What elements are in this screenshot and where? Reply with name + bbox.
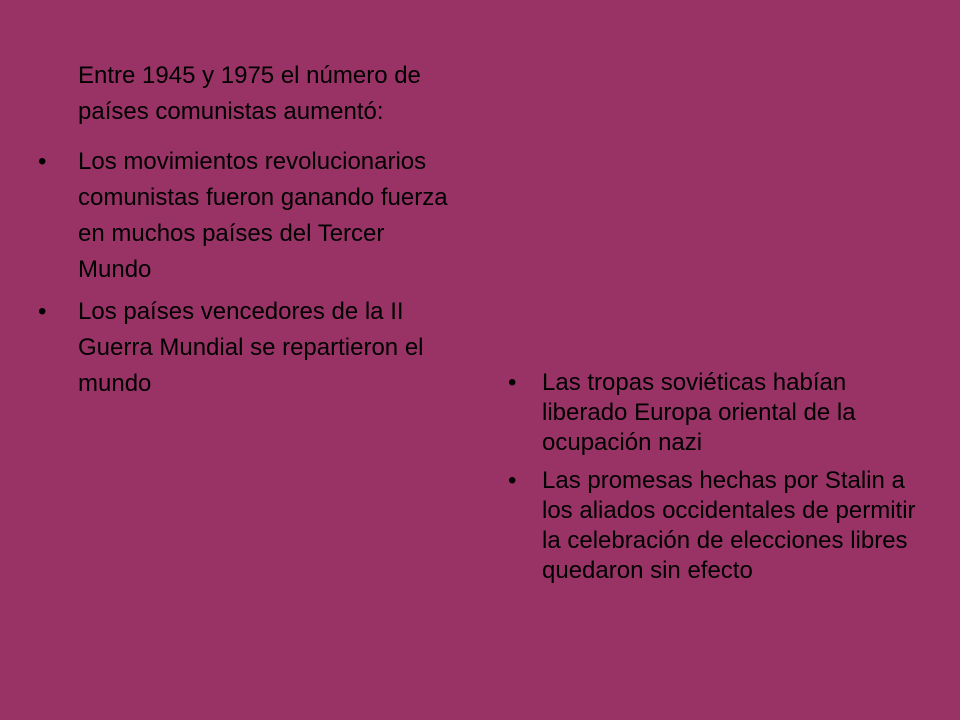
- list-item-text: Las promesas hechas por Stalin a los aliados occidentales de permitir la celebración de elecciones libres quedaron sin efecto: [542, 467, 916, 584]
- right-column: [506, 368, 936, 594]
- right-bullet-list: [506, 368, 936, 586]
- left-bullet-list: [36, 144, 456, 402]
- list-item: [36, 144, 456, 288]
- left-column: [36, 58, 456, 408]
- bullet-icon: •: [38, 148, 47, 175]
- bullet-icon: •: [508, 369, 517, 396]
- intro-text: Entre 1945 y 1975 el número de países comunistas aumentó:: [78, 62, 421, 125]
- list-item-text: Las tropas soviéticas habían liberado Europa oriental de la ocupación nazi: [542, 369, 856, 456]
- list-item: [36, 294, 456, 402]
- bullet-icon: •: [508, 467, 517, 494]
- list-item-text: Los países vencedores de la II Guerra Mundial se repartieron el mundo: [78, 298, 424, 397]
- bullet-icon: •: [38, 298, 47, 325]
- list-item: [506, 368, 936, 458]
- list-item-text: Los movimientos revolucionarios comunistas fueron ganando fuerza en muchos países del Tercer Mundo: [78, 148, 448, 283]
- list-item: [506, 466, 936, 586]
